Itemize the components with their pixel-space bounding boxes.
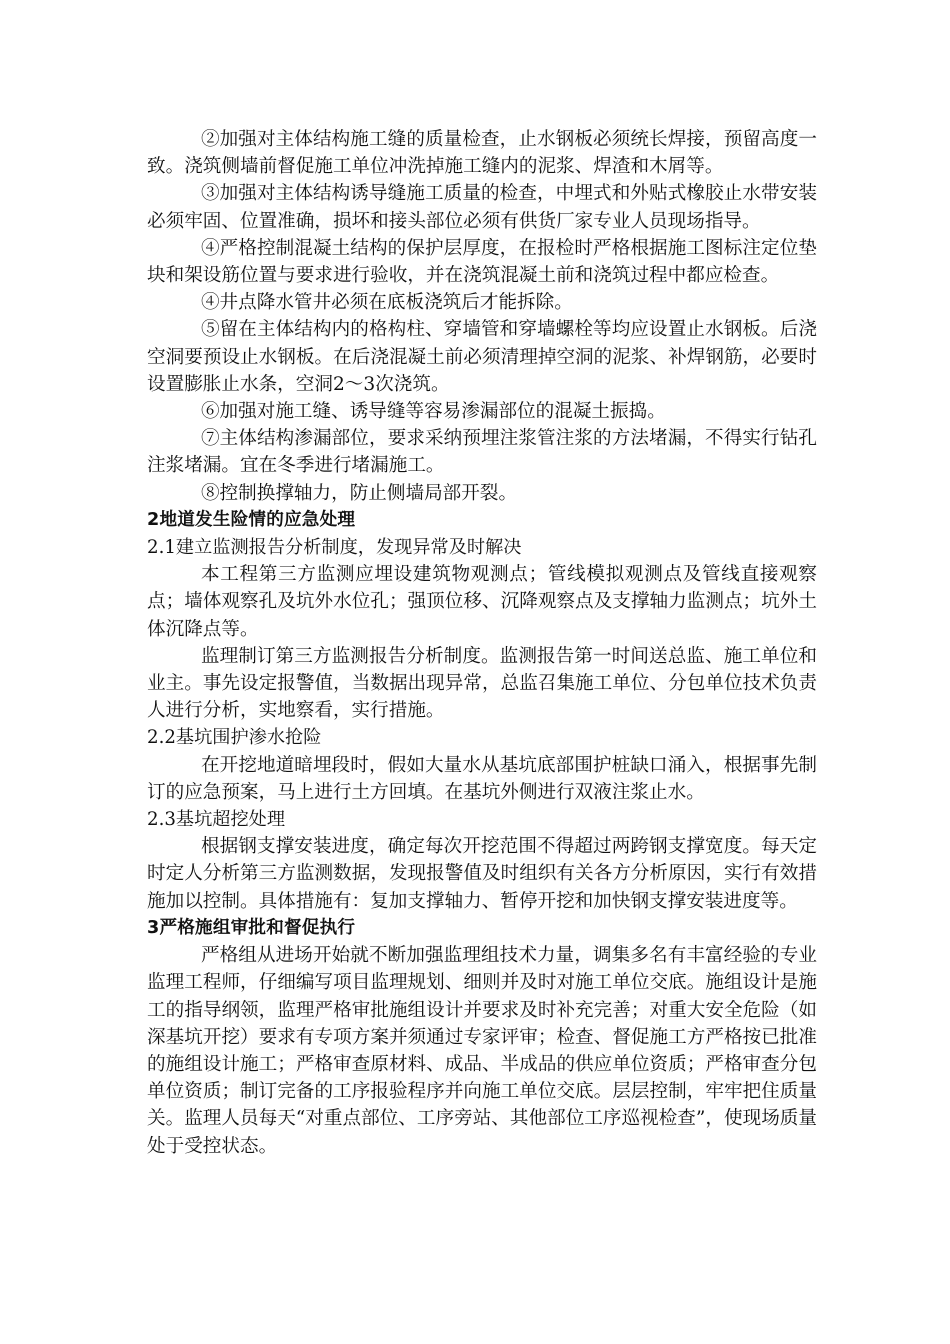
subheading-seepage: 2.2基坑围护渗水抢险 xyxy=(147,727,322,749)
paragraph-axial-force: ⑧控制换撑轴力，防止侧墙局部开裂。 xyxy=(200,482,518,504)
paragraph-monitoring-system: 监理制订第三方监测报告分析制度。监测报告第一时间送总监、施工单位和业主。事先设定报警值，当数据出现异常，总监召集施工单位、分包单位技术负责人进行分析，实地察看，实行措施。 xyxy=(147,645,817,722)
paragraph-vibration: ⑥加强对施工缝、诱导缝等容易渗漏部位的混凝土振捣。 xyxy=(200,401,666,423)
paragraph-well-point: ④井点降水管井必须在底板浇筑后才能拆除。 xyxy=(200,292,573,314)
heading-emergency: 2地道发生险情的应急处理 xyxy=(147,509,356,530)
paragraph-overexcavation: 根据钢支撑安装进度，确定每次开挖范围不得超过两跨钢支撑宽度。每天定时定人分析第三方监测数据，发现报警值及时组织有关各方分析原因，实行有效措施加以控制。具体措施有：复加支撑轴力、暂停开挖和加快钢支撑安装进度等。 xyxy=(147,836,817,912)
paragraph-construction-joint: ②加强对主体结构施工缝的质量检查，止水钢板必须统长焊接，预留高度一致。浇筑侧墙前督促施工单位冲洗掉施工缝内的泥浆、焊渣和木屑等。 xyxy=(147,129,817,178)
paragraph-monitoring-points: 本工程第三方监测应埋设建筑物观测点；管线模拟观测点及管线直接观察点；墙体观察孔及坑外水位孔；强顶位移、沉降观察点及支撑轴力监测点；坑外土体沉降点等。 xyxy=(147,564,817,640)
paragraph-leakage-grouting: ⑦主体结构渗漏部位，要求采纳预埋注浆管注浆的方法堵漏，不得实行钻孔注浆堵漏。宜在冬季进行堵漏施工。 xyxy=(147,428,817,477)
subheading-overexcavation: 2.3基坑超挖处理 xyxy=(147,809,286,831)
paragraph-seepage: 在开挖地道暗埋段时，假如大量水从基坑底部围护桩缺口涌入，根据事先制订的应急预案，马上进行土方回填。在基坑外侧进行双液注浆止水。 xyxy=(147,754,817,803)
paragraph-approval: 严格组从进场开始就不断加强监理组技术力量，调集多名有丰富经验的专业监理工程师，仔细编写项目监理规划、细则并及时对施工单位交底。施组设计是施工的指导纲领，监理严格审批施组设计并要求及时补充完善；对重大安全危险（如深基坑开挖）要求有专项方案并须通过专家评审；检查、督促施工方严格按已批准的施组设计施工；严格审查原材料、成品、半成品的供应单位资质；严格审查分包单位资质；制订完备的工序报验程序并向施工单位交底。层层控制，牢牢把住质量关。监理人员每天“对重点部位、工序旁站、其他部位工序巡视检查”，使现场质量处于受控状态。 xyxy=(147,945,817,1157)
paragraph-induced-joint: ③加强对主体结构诱导缝施工质量的检查，中埋式和外贴式橡胶止水带安装必须牢固、位置准确，损坏和接头部位必须有供货厂家专业人员现场指导。 xyxy=(147,183,817,232)
paragraph-protective-layer: ④严格控制混凝土结构的保护层厚度，在报检时严格根据施工图标注定位垫块和架设筋位置与要求进行验收，并在浇筑混凝土前和浇筑过程中都应检查。 xyxy=(147,237,817,287)
subheading-monitoring: 2.1建立监测报告分析制度，发现异常及时解决 xyxy=(147,537,522,559)
document-page xyxy=(147,126,817,1160)
paragraph-lattice-column: ⑤留在主体结构内的格构柱、穿墙管和穿墙螺栓等均应设置止水钢板。后浇空洞要预设止水钢板。在后浇混凝土前必须清理掉空洞的泥浆、补焊钢筋，必要时设置膨胀止水条，空洞2～3次浇筑。 xyxy=(147,319,817,395)
heading-approval: 3严格施组审批和督促执行 xyxy=(147,917,356,938)
